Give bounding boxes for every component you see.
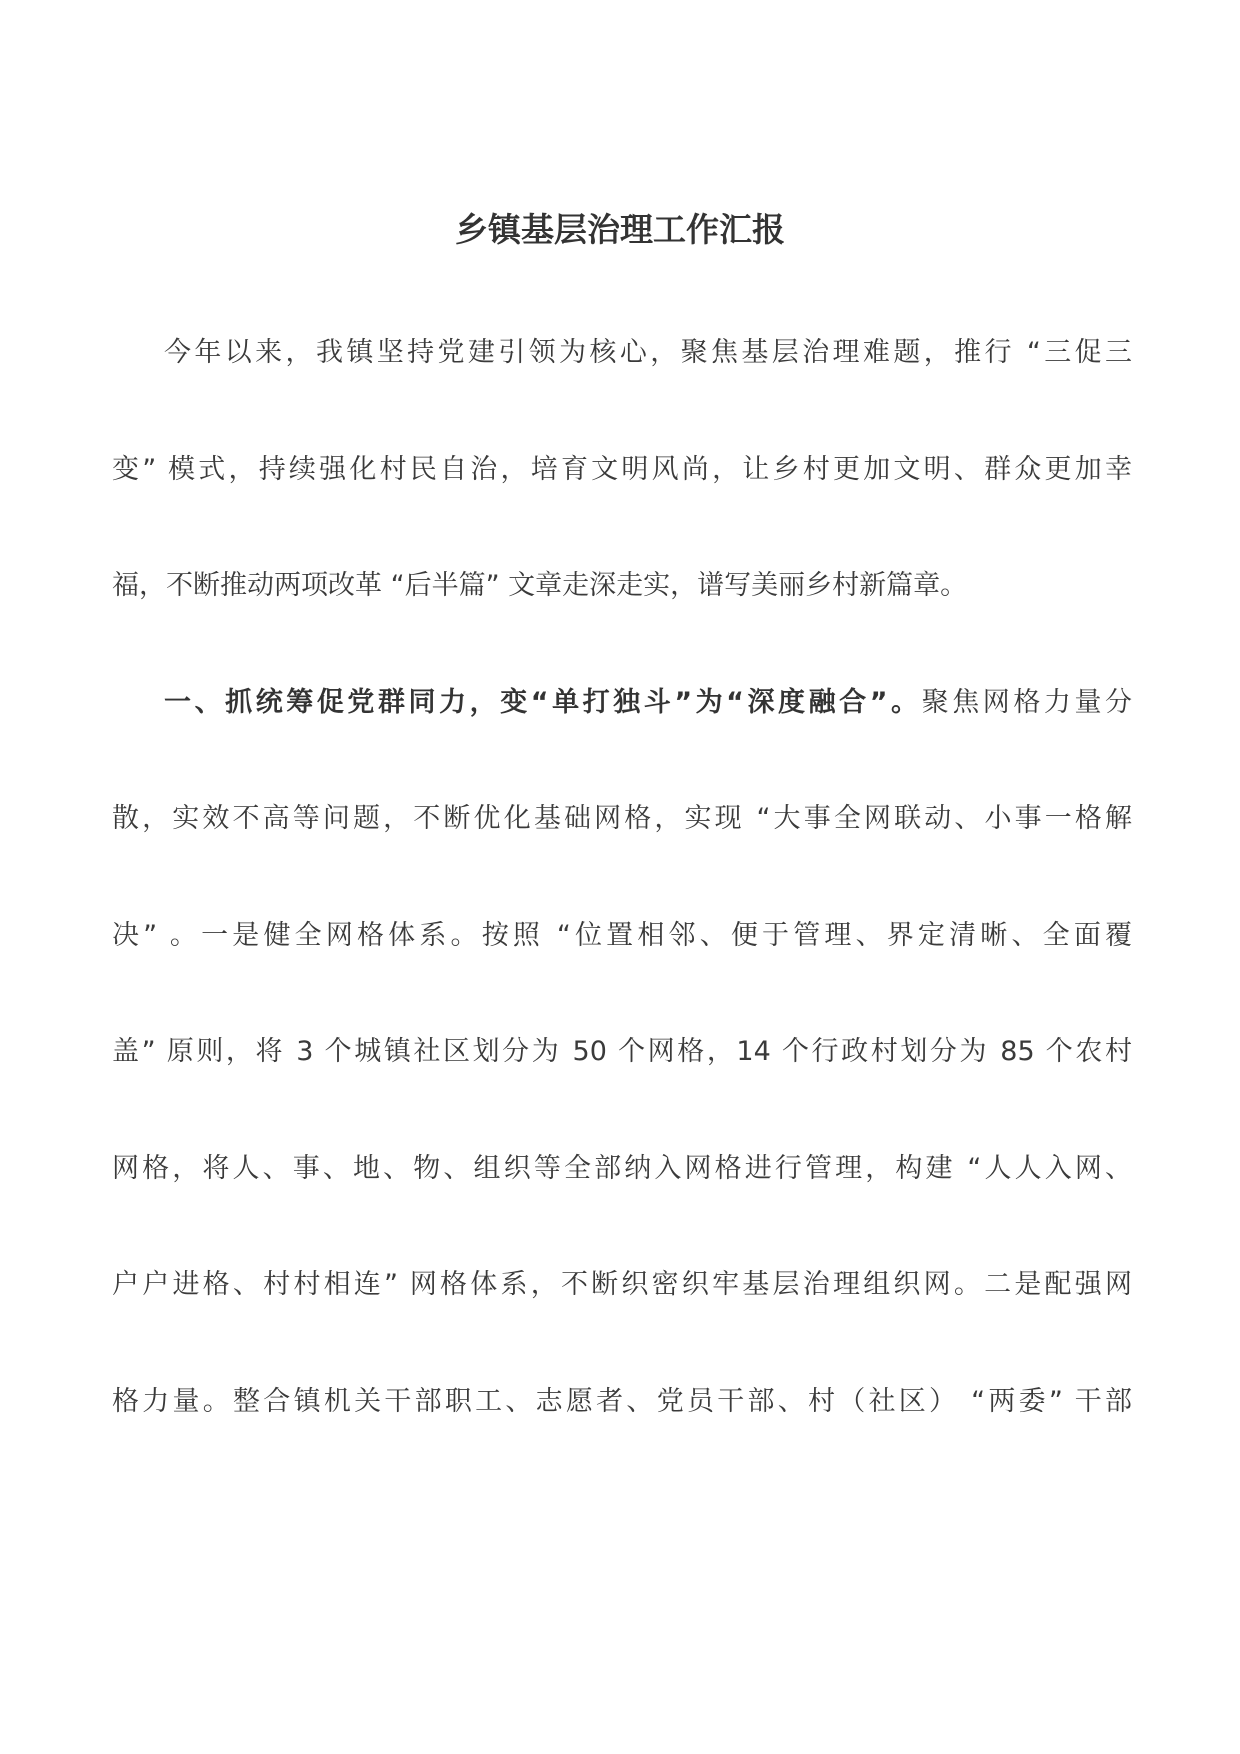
- paragraph-line: 变” 模式，持续强化村民自治，培育文明风尚，让乡村更加文明、群众更加幸: [112, 454, 1132, 485]
- paragraph-line: 网格，将人、事、地、物、组织等全部纳入网格进行管理，构建 “人人入网、: [112, 1153, 1132, 1184]
- section-heading: 一、抓统筹促党群同力，变“单打独斗”为“深度融合”。: [164, 687, 922, 718]
- document-title: 乡镇基层治理工作汇报: [455, 210, 785, 249]
- paragraph-line: 户户进格、村村相连” 网格体系，不断织密织牢基层治理组织网。二是配强网: [112, 1269, 1132, 1300]
- paragraph-text: 聚焦网格力量分: [921, 687, 1132, 718]
- paragraph-line: 福，不断推动两项改革 “后半篇” 文章走深走实，谱写美丽乡村新篇章。: [112, 570, 968, 601]
- section-heading-line: [164, 673, 1132, 733]
- paragraph-line: 散，实效不高等问题，不断优化基础网格，实现 “大事全网联动、小事一格解: [112, 803, 1132, 834]
- paragraph-line: 盖” 原则，将 3 个城镇社区划分为 50 个网格，14 个行政村划分为 85 个农村: [112, 1036, 1132, 1067]
- paragraph-line: 今年以来，我镇坚持党建引领为核心，聚焦基层治理难题，推行 “三促三: [164, 337, 1132, 368]
- paragraph-line: 决” 。一是健全网格体系。按照 “位置相邻、便于管理、界定清晰、全面覆: [112, 920, 1132, 951]
- paragraph-line: 格力量。整合镇机关干部职工、志愿者、党员干部、村（社区） “两委” 干部: [112, 1386, 1132, 1417]
